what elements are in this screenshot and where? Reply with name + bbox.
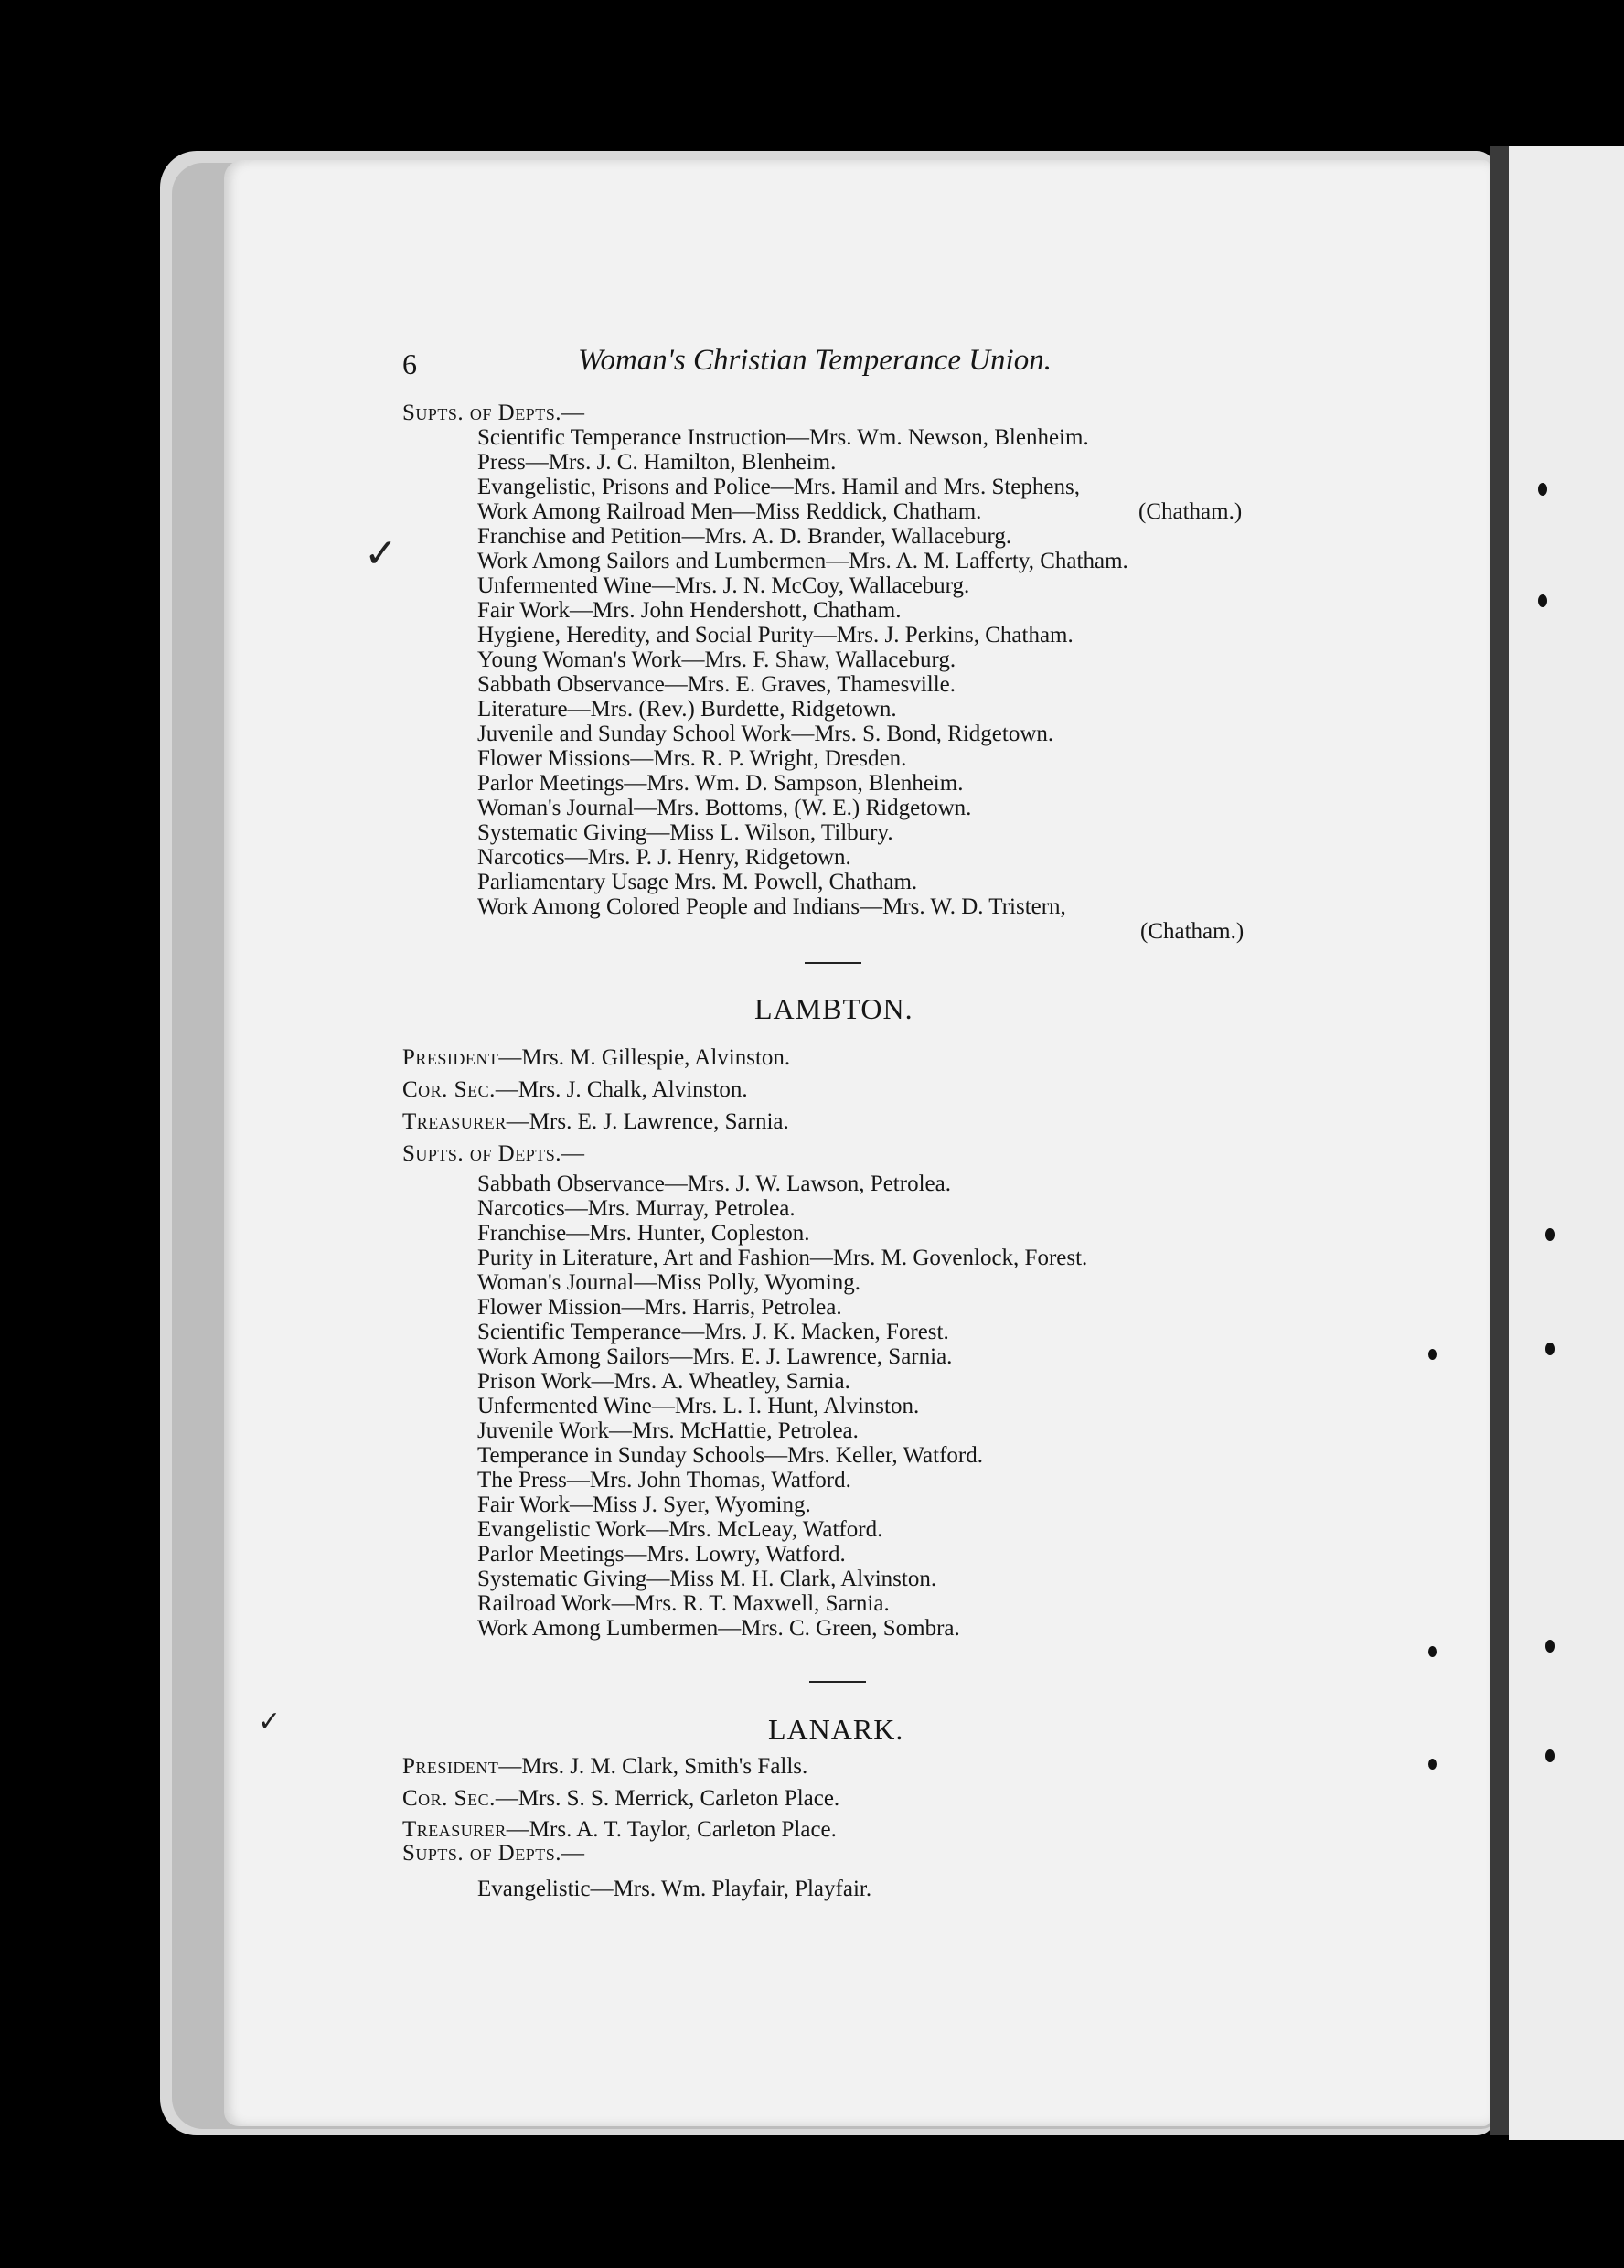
ink-mark — [1538, 594, 1547, 607]
dept-line: Narcotics—Mrs. P. J. Henry, Ridgetown. — [477, 845, 851, 870]
lanark-superintendents — [402, 1841, 871, 1901]
cor-sec-name: —Mrs. J. Chalk, Alvinston. — [495, 1077, 748, 1102]
president-name: —Mrs. J. M. Clark, Smith's Falls. — [498, 1754, 808, 1779]
dept-line: Unfermented Wine—Mrs. J. N. McCoy, Wallaceburg. — [477, 573, 970, 598]
continuation-note: (Chatham.) — [1140, 919, 1245, 944]
dept-line: Flower Mission—Mrs. Harris, Petrolea. — [477, 1295, 842, 1320]
ink-mark — [1428, 1349, 1437, 1360]
section-divider — [809, 1681, 866, 1683]
treasurer-name: —Mrs. E. J. Lawrence, Sarnia. — [506, 1109, 789, 1134]
dept-line: Hygiene, Heredity, and Social Purity—Mrs. J. Perkins, Chatham. — [477, 623, 1074, 647]
dept-line: Parlor Meetings—Mrs. Lowry, Watford. — [477, 1542, 846, 1567]
dept-line: Evangelistic—Mrs. Wm. Playfair, Playfair. — [477, 1877, 872, 1901]
ink-mark — [1545, 1640, 1555, 1653]
dept-line: Juvenile and Sunday School Work—Mrs. S. Bond, Ridgetown. — [477, 722, 1054, 746]
cor-sec-name: —Mrs. S. S. Merrick, Carleton Place. — [495, 1786, 840, 1811]
dept-line: Unfermented Wine—Mrs. L. I. Hunt, Alvinston. — [477, 1394, 920, 1418]
dept-line: Prison Work—Mrs. A. Wheatley, Sarnia. — [477, 1369, 850, 1394]
lambton-superintendents — [402, 1141, 1087, 1641]
dept-line: Franchise and Petition—Mrs. A. D. Brander, Wallaceburg. — [477, 524, 1012, 549]
dept-line: Temperance in Sunday Schools—Mrs. Keller, Watford. — [477, 1443, 983, 1468]
dept-line: Press—Mrs. J. C. Hamilton, Blenheim. — [477, 450, 837, 475]
kent-superintendents — [402, 401, 1128, 919]
continuation-note: (Chatham.) — [1138, 499, 1243, 524]
dept-line: The Press—Mrs. John Thomas, Watford. — [477, 1468, 851, 1492]
page-number: 6 — [402, 348, 417, 380]
ink-mark — [1545, 1749, 1555, 1762]
dept-line: Systematic Giving—Miss L. Wilson, Tilbury. — [477, 820, 893, 845]
running-title: Woman's Christian Temperance Union. — [578, 344, 1052, 377]
ink-mark — [1545, 1228, 1555, 1241]
dept-line: Franchise—Mrs. Hunter, Copleston. — [477, 1221, 810, 1246]
dept-line: Railroad Work—Mrs. R. T. Maxwell, Sarnia. — [477, 1591, 890, 1616]
dept-line: Work Among Railroad Men—Miss Reddick, Chatham. — [477, 499, 982, 524]
dept-line: Woman's Journal—Mrs. Bottoms, (W. E.) Ridgetown. — [477, 796, 972, 820]
dept-line: Scientific Temperance Instruction—Mrs. Wm. Newson, Blenheim. — [477, 425, 1089, 450]
ink-mark — [1428, 1646, 1437, 1657]
lanark-heading: LANARK. — [768, 1713, 904, 1746]
president-name: —Mrs. M. Gillespie, Alvinston. — [498, 1045, 791, 1070]
cor-sec-label: Cor. Sec. — [402, 1077, 496, 1102]
treasurer-name: —Mrs. A. T. Taylor, Carleton Place. — [506, 1817, 837, 1842]
treasurer-label: Treasurer — [402, 1817, 507, 1842]
dept-line: Sabbath Observance—Mrs. E. Graves, Thamesville. — [477, 672, 956, 697]
lambton-cor-sec — [402, 1077, 748, 1103]
ink-mark — [1545, 1343, 1555, 1355]
handwritten-check-mark: ✓ — [258, 1706, 282, 1737]
president-label: President — [402, 1754, 499, 1779]
treasurer-label: Treasurer — [402, 1109, 507, 1134]
dept-line: Juvenile Work—Mrs. McHattie, Petrolea. — [477, 1418, 859, 1443]
president-label: President — [402, 1045, 499, 1070]
lanark-treasurer — [402, 1817, 837, 1843]
dept-line: Scientific Temperance—Mrs. J. K. Macken, Forest. — [477, 1320, 949, 1344]
dept-line: Purity in Literature, Art and Fashion—Mrs. M. Govenlock, Forest. — [477, 1246, 1088, 1270]
supts-label: Supts. of Depts.— — [402, 401, 585, 425]
dept-line: Work Among Sailors—Mrs. E. J. Lawrence, Sarnia. — [477, 1344, 953, 1369]
dept-line: Systematic Giving—Miss M. H. Clark, Alvinston. — [477, 1567, 937, 1591]
ink-mark — [1538, 483, 1547, 496]
dept-line: Flower Missions—Mrs. R. P. Wright, Dresden. — [477, 746, 907, 771]
supts-label: Supts. of Depts.— — [402, 1841, 585, 1866]
supts-label: Supts. of Depts.— — [402, 1141, 585, 1166]
lambton-president — [402, 1045, 790, 1071]
dept-line: Work Among Colored People and Indians—Mrs. W. D. Tristern, — [477, 894, 1066, 919]
dept-line: Woman's Journal—Miss Polly, Wyoming. — [477, 1270, 861, 1295]
dept-line: Fair Work—Mrs. John Hendershott, Chatham. — [477, 598, 902, 623]
ink-mark — [1428, 1759, 1437, 1770]
lanark-cor-sec — [402, 1786, 839, 1812]
dept-line: Evangelistic, Prisons and Police—Mrs. Hamil and Mrs. Stephens, — [477, 475, 1080, 499]
cor-sec-label: Cor. Sec. — [402, 1786, 496, 1811]
dept-line: Parlor Meetings—Mrs. Wm. D. Sampson, Blenheim. — [477, 771, 964, 796]
dept-line: Parliamentary Usage Mrs. M. Powell, Chatham. — [477, 870, 918, 894]
lambton-treasurer — [402, 1109, 789, 1135]
handwritten-check-mark: ✓ — [364, 531, 398, 576]
dept-line: Evangelistic Work—Mrs. McLeay, Watford. — [477, 1517, 883, 1542]
dept-line: Young Woman's Work—Mrs. F. Shaw, Wallaceburg. — [477, 647, 956, 672]
lambton-heading: LAMBTON. — [754, 992, 914, 1025]
dept-line: Narcotics—Mrs. Murray, Petrolea. — [477, 1196, 796, 1221]
dept-line: Sabbath Observance—Mrs. J. W. Lawson, Petrolea. — [477, 1171, 951, 1196]
lanark-president — [402, 1754, 807, 1780]
dept-line: Fair Work—Miss J. Syer, Wyoming. — [477, 1492, 811, 1517]
dept-line: Work Among Sailors and Lumbermen—Mrs. A. M. Lafferty, Chatham. — [477, 549, 1128, 573]
book-gutter — [1490, 146, 1509, 2135]
dept-line: Literature—Mrs. (Rev.) Burdette, Ridgetown. — [477, 697, 897, 722]
dept-line: Work Among Lumbermen—Mrs. C. Green, Sombra. — [477, 1616, 960, 1641]
section-divider — [805, 962, 861, 964]
facing-page — [1509, 146, 1624, 2140]
